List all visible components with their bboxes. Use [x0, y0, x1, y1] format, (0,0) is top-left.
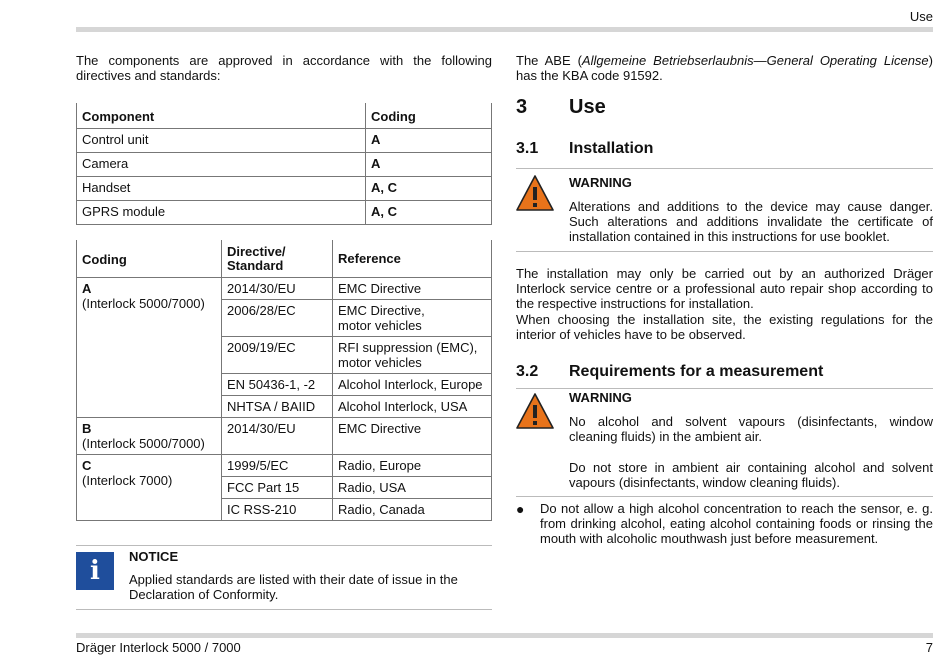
- abe-prefix: The ABE (: [516, 53, 582, 68]
- directive-cell: 1999/5/EC: [222, 455, 333, 477]
- reference-cell: Alcohol Interlock, Europe: [333, 374, 492, 396]
- table-row: [77, 278, 492, 300]
- column-header: Coding: [77, 240, 222, 278]
- install-paragraph-2: When choosing the installation site, the existing regulations for the interior of vehicles have to be observed.: [516, 312, 933, 342]
- coding-group-cell: [77, 418, 222, 455]
- directive-cell: 2014/30/EU: [222, 278, 333, 300]
- reference-cell: Radio, Europe: [333, 455, 492, 477]
- coding-sub: (Interlock 5000/7000): [82, 296, 205, 311]
- section-number: 3.1: [516, 140, 539, 157]
- section-number: 3.2: [516, 363, 539, 380]
- coding-group-cell: [77, 455, 222, 521]
- warning-title: WARNING: [569, 390, 632, 405]
- coding-code: B: [82, 421, 92, 436]
- directive-cell: EN 50436-1, -2: [222, 374, 333, 396]
- reference-cell: Radio, Canada: [333, 499, 492, 521]
- coding-cell: A: [366, 129, 492, 153]
- warning-title: WARNING: [569, 175, 632, 190]
- table-header-row: [77, 103, 492, 129]
- directive-cell: FCC Part 15: [222, 477, 333, 499]
- component-cell: GPRS module: [77, 201, 366, 225]
- notice-title: NOTICE: [129, 549, 179, 564]
- table-row: [77, 177, 492, 201]
- directive-cell: NHTSA / BAIID: [222, 396, 333, 418]
- reference-cell: Radio, USA: [333, 477, 492, 499]
- directive-cell: 2014/30/EU: [222, 418, 333, 455]
- table-header-row: [77, 240, 492, 278]
- header-divider: [76, 27, 933, 32]
- coding-cell: A: [366, 153, 492, 177]
- abe-suffix: ) has the KBA code 91592.: [516, 53, 934, 83]
- table-row: [77, 129, 492, 153]
- warning-text: Alterations and additions to the device may cause danger. Such alterations and additions invalidate the certificate of installation contained in this instructions for use booklet.: [569, 199, 933, 244]
- abe-italic: Allgemeine Betriebserlaubnis—General Operating License: [581, 53, 929, 68]
- section-title: Installation: [569, 140, 654, 157]
- footer-title: Dräger Interlock 5000 / 7000: [76, 640, 241, 655]
- notice-text: Applied standards are listed with their date of issue in the Declaration of Conformity.: [129, 572, 458, 602]
- coding-group-cell: [77, 278, 222, 418]
- table-row: [77, 201, 492, 225]
- coding-sub: (Interlock 7000): [82, 473, 173, 488]
- chapter-number: 3: [516, 96, 528, 118]
- chapter-title: Use: [569, 96, 606, 118]
- reference-cell: EMC Directive: [333, 418, 492, 455]
- intro-text: The components are approved in accordance with the following directives and standards:: [76, 53, 492, 83]
- table-row: [77, 418, 492, 455]
- component-cell: Camera: [77, 153, 366, 177]
- column-header: Coding: [366, 103, 492, 129]
- warning-text: Do not store in ambient air containing alcohol and solvent vapours (disinfectants, window cleaning fluids).: [569, 460, 933, 490]
- reference-cell: Alcohol Interlock, USA: [333, 396, 492, 418]
- coding-sub: (Interlock 5000/7000): [82, 436, 205, 451]
- directive-cell: IC RSS-210: [222, 499, 333, 521]
- reference-cell: EMC Directive: [333, 278, 492, 300]
- warning-text: No alcohol and solvent vapours (disinfectants, window cleaning fluids) in the ambient air.: [569, 414, 933, 444]
- abe-paragraph: [516, 53, 933, 83]
- reference-cell: RFI suppression (EMC), motor vehicles: [333, 337, 492, 374]
- warning-icon: [516, 392, 554, 430]
- coding-cell: A, C: [366, 201, 492, 225]
- page-number: 7: [925, 640, 933, 655]
- footer-divider: [76, 633, 933, 638]
- directives-table-wrap: [76, 240, 492, 521]
- components-table: [76, 103, 492, 225]
- bullet-text: Do not allow a high alcohol concentration to reach the sensor, e. g. from drinking alcohol, eating alcohol containing foods or rinsing the mouth with alcoholic mouthwash just before measurement.: [540, 501, 933, 546]
- table-row: [77, 455, 492, 477]
- bullet-dot: ●: [516, 501, 525, 517]
- reference-cell: EMC Directive, motor vehicles: [333, 300, 492, 337]
- coding-code: C: [82, 458, 92, 473]
- section-title: Requirements for a measurement: [569, 363, 824, 380]
- column-header: Component: [77, 103, 366, 129]
- running-header: Use: [909, 9, 933, 24]
- column-header: Directive/ Standard: [222, 240, 333, 278]
- coding-code: A: [82, 281, 92, 296]
- component-cell: Control unit: [77, 129, 366, 153]
- install-paragraph-1: The installation may only be carried out by an authorized Dräger Interlock service centre or a professional auto repair shop according to the respective instructions for installation.: [516, 266, 933, 311]
- warning-icon: [516, 174, 554, 212]
- coding-cell: A, C: [366, 177, 492, 201]
- column-header: Reference: [333, 240, 492, 278]
- info-icon: i: [76, 552, 114, 590]
- directives-table: [76, 240, 492, 521]
- directive-cell: 2006/28/EC: [222, 300, 333, 337]
- components-table-wrap: [76, 103, 492, 225]
- directive-cell: 2009/19/EC: [222, 337, 333, 374]
- component-cell: Handset: [77, 177, 366, 201]
- table-row: [77, 153, 492, 177]
